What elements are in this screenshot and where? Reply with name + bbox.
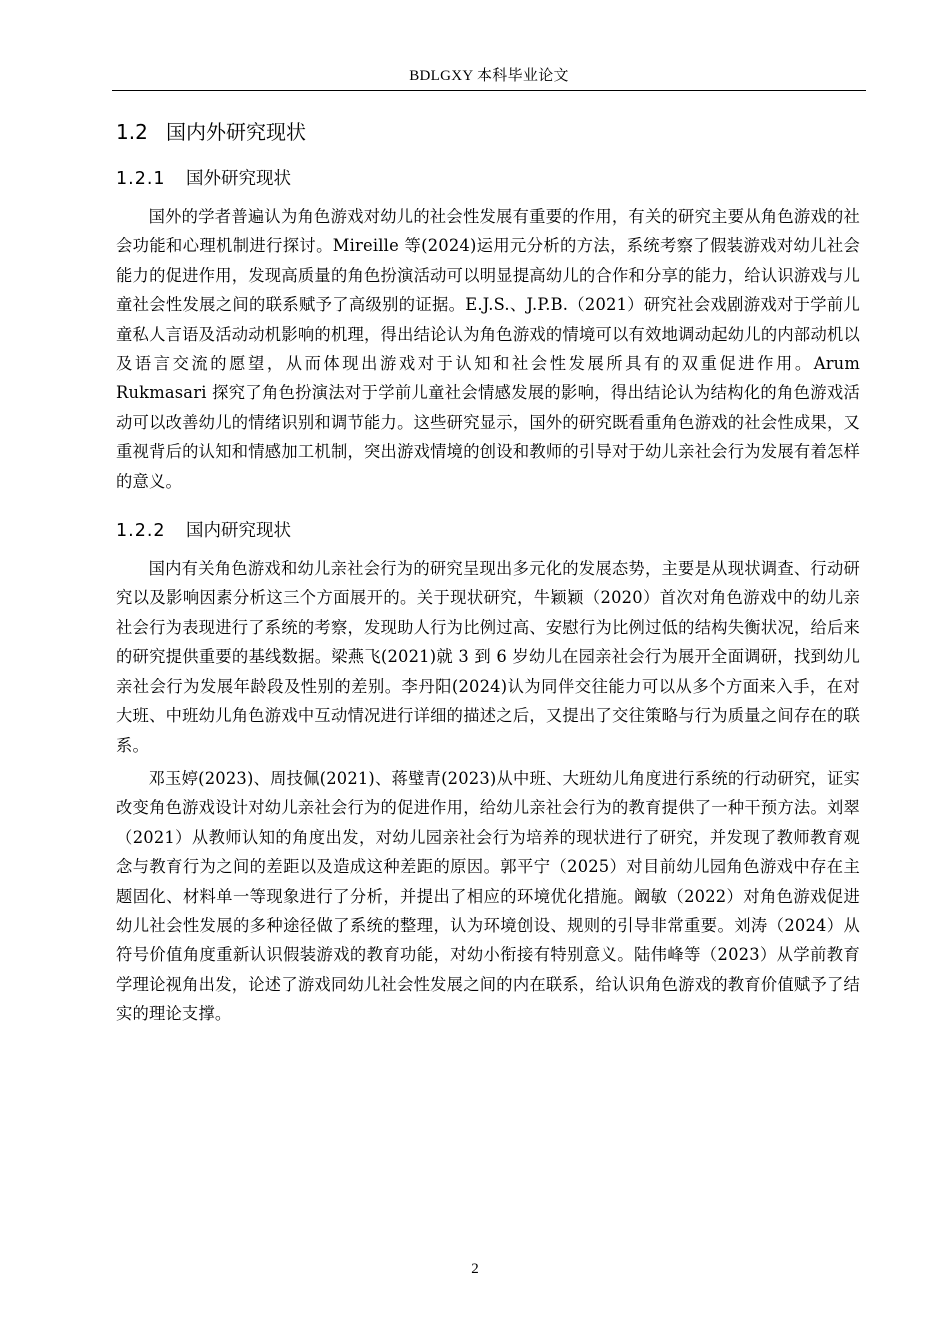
paragraph-domestic-research-2: 邓玉婷(2023)、周技佩(2021)、蒋璧青(2023)从中班、大班幼儿角度进行系统的行动研究，证实改变角色游戏设计对幼儿亲社会行为的促进作用，给幼儿亲社会行为的教育提供了一种干预方法。刘翠（2021）从教师认知的角度出发，对幼儿园亲社会行为培养的现状进行了研究，并发现了教师教育观念与教育行为之间的差距以及造成这种差距的原因。郭平宁（2025）对目前幼儿园角色游戏中存在主题固化、材料单一等现象进行了分析，并提出了相应的环境优化措施。阚敏（2022）对角色游戏促进幼儿社会性发展的多种途径做了系统的整理，认为环境创设、规则的引导非常重要。刘涛（2024）从符号价值角度重新认识假装游戏的教育功能，对幼小衔接有特别意义。陆伟峰等（2023）从学前教育学理论视角出发，论述了游戏同幼儿社会性发展之间的内在联系，给认识角色游戏的教育价值赋予了结实的理论支撑。 [116, 768, 860, 1024]
subsection-heading-foreign [116, 166, 860, 192]
section-number: 1.2 [116, 120, 148, 144]
page-content [116, 112, 860, 1029]
paragraph-foreign-research: 国外的学者普遍认为角色游戏对幼儿的社会性发展有重要的作用，有关的研究主要从角色游戏的社会功能和心理机制进行探讨。Mireille 等(2024)运用元分析的方法，系统考察了假装游戏对幼儿社会能力的促进作用，发现高质量的角色扮演活动可以明显提高幼儿的合作和分享的能力，给认识游戏与儿童社会性发展之间的联系赋予了高级别的证据。E.J.S.、J.P.B.（2021）研究社会戏剧游戏对于学前儿童私人言语及活动动机影响的机理，得出结论认为角色游戏的情境可以有效地调动起幼儿的内部动机以及语言交流的愿望，从而体现出游戏对于认知和社会性发展所具有的双重促进作用。Arum Rukmasari 探究了角色扮演法对于学前儿童社会情感发展的影响，得出结论认为结构化的角色游戏活动可以改善幼儿的情绪识别和调节能力。这些研究显示，国外的研究既看重角色游戏的社会性成果，又重视背后的认知和情感加工机制，突出游戏情境的创设和教师的引导对于幼儿亲社会行为发展有着怎样的意义。 [116, 207, 860, 491]
section-heading [116, 118, 860, 146]
subsection-heading-domestic [116, 518, 860, 544]
section-title: 国内外研究现状 [166, 120, 306, 144]
header-divider [112, 90, 866, 91]
running-header: BDLGXY 本科毕业论文 [409, 68, 569, 84]
subsection-number: 1.2.2 [116, 521, 166, 542]
page-number: 2 [471, 1261, 479, 1277]
subsection-title: 国内研究现状 [186, 521, 291, 542]
subsection-number: 1.2.1 [116, 169, 166, 189]
paragraph-domestic-research-1: 国内有关角色游戏和幼儿亲社会行为的研究呈现出多元化的发展态势，主要是从现状调查、行动研究以及影响因素分析这三个方面展开的。关于现状研究，牛颖颖（2020）首次对角色游戏中的幼儿亲社会行为表现进行了系统的考察，发现助人行为比例过高、安慰行为比例过低的结构失衡状况，给后来的研究提供重要的基线数据。梁燕飞(2021)就 3 到 6 岁幼儿在园亲社会行为展开全面调研，找到幼儿亲社会行为发展年龄段及性别的差别。李丹阳(2024)认为同伴交往能力可以从多个方面来入手，在对大班、中班幼儿角色游戏中互动情况进行详细的描述之后，又提出了交往策略与行为质量之间存在的联系。 [116, 559, 860, 755]
subsection-title: 国外研究现状 [186, 169, 291, 189]
